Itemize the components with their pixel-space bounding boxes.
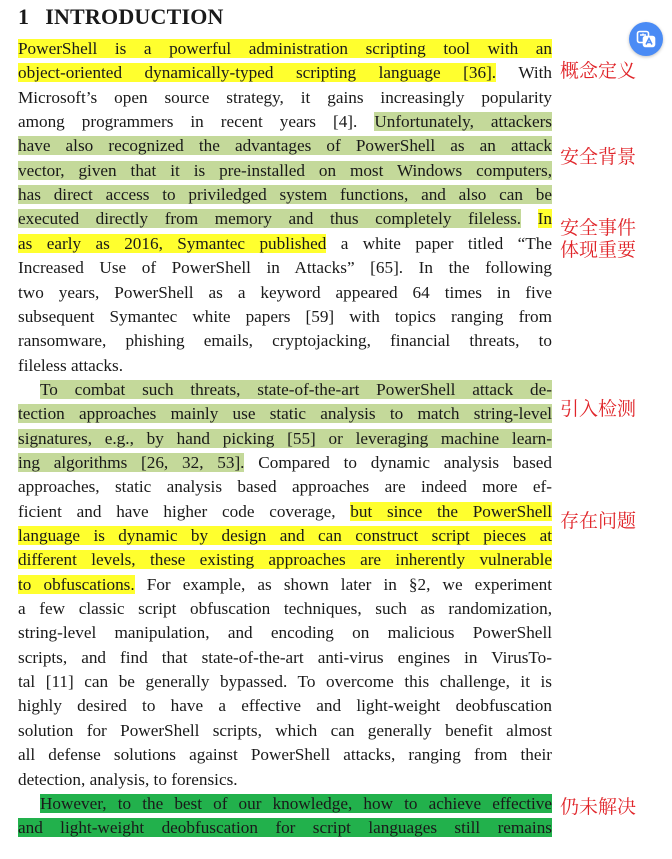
highlighted-text: However, to the best of our knowledge, how to achieve effective — [40, 793, 552, 813]
text-line — [18, 524, 552, 548]
text-line — [18, 743, 552, 767]
text-span: Microsoft’s open source strategy, it gains increasingly popularity — [18, 87, 552, 107]
text-span: all defense solutions against PowerShell attacks, ranging from their — [18, 745, 552, 765]
margin-note: 引入检测 — [560, 398, 637, 420]
text-span: scripts, and find that state-of-the-art anti-virus engines in VirusTo- — [18, 647, 552, 667]
highlighted-text: object-oriented dynamically-typed scripting language [36]. — [18, 63, 497, 83]
text-span: detection, analysis, to forensics. — [18, 769, 238, 789]
text-span: approaches, static analysis based approaches are indeed more ef- — [18, 477, 552, 497]
text-line — [18, 110, 552, 134]
text-line — [18, 816, 552, 840]
text-span: Compared to dynamic analysis based — [244, 452, 553, 472]
highlighted-text: vector, given that it is pre-installed on most Windows computers, — [18, 160, 552, 180]
text-line — [18, 475, 552, 499]
section-title: INTRODUCTION — [45, 4, 224, 29]
highlighted-text: executed directly from memory and thus completely fileless. — [18, 209, 522, 229]
text-span: among programmers in recent years [4]. — [18, 112, 375, 132]
text-line — [18, 207, 552, 231]
text-span: a white paper titled “The — [326, 233, 552, 253]
text-span: Increased Use of PowerShell in Attacks” [65]. In the following — [18, 258, 552, 278]
text-line — [18, 134, 552, 158]
text-line — [18, 768, 552, 792]
text-line — [18, 719, 552, 743]
highlighted-text: To combat such threats, state-of-the-art PowerShell attack de- — [40, 379, 552, 399]
text-span: ficient and have higher code coverage, — [18, 501, 351, 521]
text-span: a few classic script obfuscation techniques, such as randomization, — [18, 599, 552, 619]
section-heading — [18, 4, 224, 30]
text-line — [18, 694, 552, 718]
text-span: ransomware, phishing emails, cryptojacking, financial threats, to — [18, 331, 552, 351]
margin-note: 安全背景 — [560, 146, 637, 168]
text-line — [18, 305, 552, 329]
text-span: two years, PowerShell as a keyword appeared 64 times in five — [18, 282, 552, 302]
text-line — [18, 256, 552, 280]
text-line — [18, 427, 552, 451]
highlighted-text: In — [537, 209, 552, 229]
highlighted-text: tection approaches mainly use static analysis to match string-level — [18, 404, 552, 424]
text-span: solution for PowerShell scripts, which can generally benefit almost — [18, 720, 552, 740]
text-line — [18, 402, 552, 426]
highlighted-text: signatures, e.g., by hand picking [55] or leveraging machine learn- — [18, 428, 552, 448]
text-line — [18, 621, 552, 645]
text-span: For example, as shown later in §2, we experiment — [134, 574, 552, 594]
highlighted-text: PowerShell is a powerful administration scripting tool with an — [18, 39, 552, 58]
text-line — [18, 183, 552, 207]
highlighted-text: but since the PowerShell — [350, 501, 552, 521]
highlighted-text: Unfortunately, attackers — [374, 112, 552, 132]
translate-button[interactable] — [629, 22, 663, 56]
text-line — [18, 646, 552, 670]
highlighted-text: language is dynamic by design and can construct script pieces at — [18, 526, 552, 545]
text-line — [18, 281, 552, 305]
margin-note: 概念定义 — [560, 60, 637, 82]
section-number: 1 — [18, 4, 30, 29]
highlighted-text: have also recognized the advantages of PowerShell as an attack — [18, 136, 552, 156]
text-line — [18, 329, 552, 353]
highlighted-text: different levels, these existing approaches are inherently vulnerable — [18, 550, 552, 570]
text-span: fileless attacks. — [18, 355, 123, 375]
text-span: string-level manipulation, and encoding on malicious PowerShell — [18, 623, 552, 643]
text-line — [18, 159, 552, 183]
margin-note: 安全事件 体现重要 — [560, 217, 637, 261]
text-line — [18, 597, 552, 621]
highlighted-text: ing algorithms [26, 32, 53]. — [18, 452, 245, 472]
text-line — [18, 500, 552, 524]
text-line — [18, 670, 552, 694]
text-span — [521, 209, 538, 228]
text-line — [18, 61, 552, 85]
text-line — [18, 37, 552, 61]
text-line — [18, 792, 552, 816]
translate-icon — [636, 29, 656, 49]
margin-note: 存在问题 — [560, 510, 637, 532]
text-line — [18, 573, 552, 597]
text-span: subsequent Symantec white papers [59] with topics ranging from — [18, 306, 552, 326]
highlighted-text: and light-weight deobfuscation for script languages still remains — [18, 818, 552, 838]
margin-note: 仍未解决 — [560, 796, 637, 818]
text-line — [18, 354, 552, 378]
text-line — [18, 548, 552, 572]
highlighted-text: to obfuscations. — [18, 574, 135, 594]
text-line — [18, 451, 552, 475]
text-span: With — [496, 63, 552, 83]
highlighted-text: has direct access to priviledged system functions, and also can be — [18, 185, 552, 205]
text-line — [18, 232, 552, 256]
text-span: highly desired to have a effective and light-weight deobfuscation — [18, 696, 552, 716]
highlighted-text: as early as 2016, Symantec published — [18, 233, 327, 253]
text-line — [18, 378, 552, 402]
text-span: tal [11] can be generally bypassed. To overcome this challenge, it is — [18, 672, 552, 692]
text-line — [18, 86, 552, 110]
